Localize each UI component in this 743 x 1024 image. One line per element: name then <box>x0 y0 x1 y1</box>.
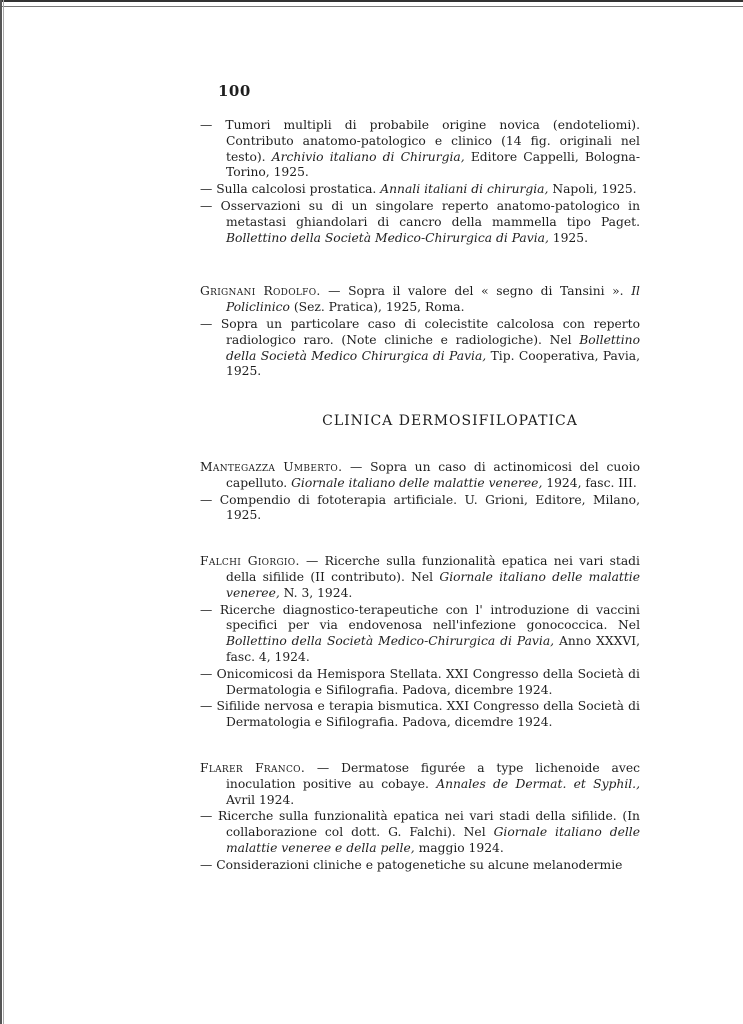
bib-entry: — Ricerche sulla funzionalità epatica nei vari stadi della sifilide. (In collaborazione col dott. G. Falchi). Nel Giornale italiano delle malattie veneree e della pelle, maggio 1924. <box>200 809 640 855</box>
bibliography-content <box>200 118 640 873</box>
bib-entry: Flarer Franco. — Dermatose figurée a type lichenoide avec inoculation positive au cobaye. Annales de Dermat. et Syphil., Avril 1924. <box>200 760 640 807</box>
author-block-falchi <box>200 554 640 731</box>
continuation-entries <box>200 118 640 246</box>
bib-entry: — Onicomicosi da Hemispora Stellata. XXI Congresso della Società di Dermatologia e Sifilografia. Padova, dicembre 1924. <box>200 666 640 697</box>
bib-entry: — Osservazioni su di un singolare reperto anatomo-patologico in metastasi ghiandolari di cancro della mammella tipo Paget. Bollettino della Società Medico-Chirurgica di Pavia, 1925. <box>200 198 640 245</box>
author-name: Flarer Franco. <box>200 760 306 775</box>
author-name: Mantegazza Umberto. <box>200 459 343 474</box>
bib-entry: — Tumori multipli di probabile origine novica (endoteliomi). Contributo anatomo-patologico e clinico (14 fig. originali nel testo). Archivio italiano di Chirurgia, Editore Cappelli, Bologna-Torino, 1925. <box>200 118 641 180</box>
author-block-grignani <box>200 284 640 380</box>
page-number: 100 <box>218 82 251 100</box>
bib-entry: — Considerazioni cliniche e patogenetiche su alcune melanodermie <box>200 857 623 872</box>
page-left-border <box>0 0 4 1024</box>
author-block-mantegazza <box>200 460 640 524</box>
bib-entry: Mantegazza Umberto. — Sopra un caso di actinomicosi del cuoio capelluto. Giornale italiano delle malattie veneree, 1924, fasc. III. <box>200 459 641 490</box>
bib-entry: — Sulla calcolosi prostatica. Annali italiani di chirurgia, Napoli, 1925. <box>200 182 637 197</box>
page-top-border <box>0 0 743 7</box>
bib-entry: — Compendio di fototerapia artificiale. U. Grioni, Editore, Milano, 1925. <box>200 492 640 523</box>
bib-entry: Grignani Rodolfo. — Sopra il valore del « segno di Tansini ». Il Policlinico (Sez. Pratica), 1925, Roma. <box>200 284 640 315</box>
author-name: Grignani Rodolfo. <box>200 284 321 299</box>
bib-entry: Falchi Giorgio. — Ricerche sulla funzionalità epatica nei vari stadi della sifilide (II contributo). Nel Giornale italiano delle malattie veneree, N. 3, 1924. <box>200 554 641 600</box>
bib-entry: — Sifilide nervosa e terapia bismutica. XXI Congresso della Società di Dermatologia e Sifilografia. Padova, dicemdre 1924. <box>200 699 640 730</box>
section-heading: CLINICA DERMOSIFILOPATICA <box>322 413 578 430</box>
bib-entry: — Ricerche diagnostico-terapeutiche con l' introduzione di vaccini specifici per via endovenosa nell'infezione gonococcica. Nel Bollettino della Società Medico-Chirurgica di Pavia, Anno XXXVI, fasc. 4, 1924. <box>200 602 640 664</box>
author-name: Falchi Giorgio. <box>200 554 300 569</box>
bib-entry: — Sopra un particolare caso di colecistite calcolosa con reperto radiologico raro. (Note cliniche e radiologiche). Nel Bollettino della Società Medico Chirurgica di Pavia, Tip. Cooperativa, Pavia, 1925. <box>200 316 640 379</box>
author-block-flarer <box>200 761 640 874</box>
